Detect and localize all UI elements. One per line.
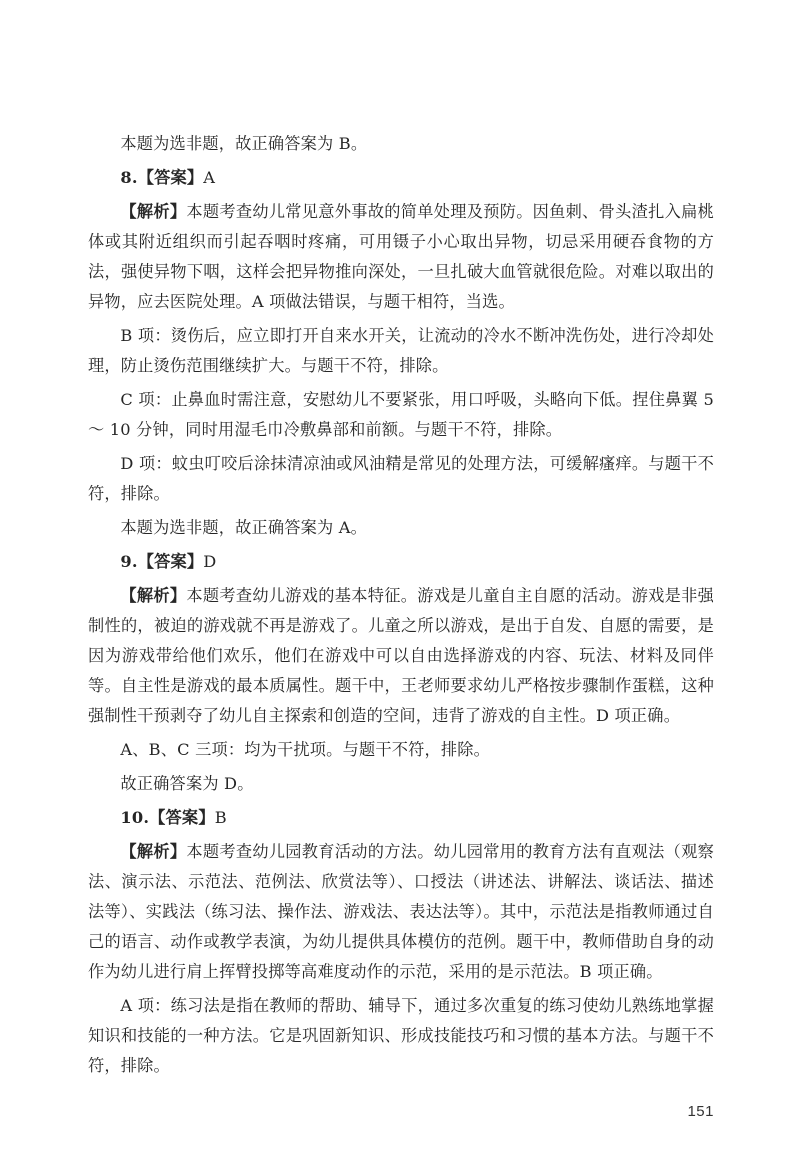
answer-label: 10.【答案】	[120, 808, 215, 827]
page-number: 151	[687, 1103, 714, 1120]
option-c-paragraph-q8	[88, 385, 714, 445]
analysis-paragraph-q10	[88, 837, 714, 987]
paragraph-text: 故正确答案为 D。	[120, 774, 254, 793]
option-d-paragraph-q8	[88, 449, 714, 509]
analysis-label: 【解析】	[120, 842, 187, 861]
answer-value: A	[203, 168, 216, 187]
answer-label: 8.【答案】	[120, 168, 204, 187]
analysis-paragraph-q8	[88, 197, 714, 317]
analysis-label: 【解析】	[120, 202, 187, 221]
answer-heading-q10	[88, 803, 714, 833]
page-body	[88, 129, 714, 1085]
analysis-label: 【解析】	[120, 586, 187, 605]
paragraph-conclusion-q9	[88, 769, 714, 799]
paragraph-text: 本题考查幼儿游戏的基本特征。游戏是儿童自主自愿的活动。游戏是非强制性的，被迫的游戏就不再是游戏了。儿童之所以游戏，是出于自发、自愿的需要，是因为游戏带给他们欢乐，他们在游戏中可以自由选择游戏的内容、玩法、材料及同伴等。自主性是游戏的最本质属性。题干中，王老师要求幼儿严格按步骤制作蛋糕，这种强制性干预剥夺了幼儿自主探索和创造的空间，违背了游戏的自主性。D 项正确。	[88, 586, 714, 725]
answer-value: B	[214, 808, 227, 827]
paragraph-text: C 项：止鼻血时需注意，安慰幼儿不要紧张，用口呼吸，头略向下低。捏住鼻翼 5 ～ 10 分钟，同时用湿毛巾冷敷鼻部和前额。与题干不符，排除。	[88, 390, 714, 439]
paragraph-text: 本题考查幼儿园教育活动的方法。幼儿园常用的教育方法有直观法（观察法、演示法、示范法、范例法、欣赏法等）、口授法（讲述法、讲解法、谈话法、描述法等）、实践法（练习法、操作法、游戏法、表达法等）。其中，示范法是指教师通过自己的语言、动作或教学表演，为幼儿提供具体模仿的范例。题干中，教师借助自身的动作为幼儿进行肩上挥臂投掷等高难度动作的示范，采用的是示范法。B 项正确。	[88, 842, 714, 981]
paragraph-text: B 项：烫伤后，应立即打开自来水开关，让流动的冷水不断冲洗伤处，进行冷却处理，防止烫伤范围继续扩大。与题干不符，排除。	[88, 326, 714, 375]
paragraph-text: A 项：练习法是指在教师的帮助、辅导下，通过多次重复的练习使幼儿熟练地掌握知识和技能的一种方法。它是巩固新知识、形成技能技巧和习惯的基本方法。与题干不符，排除。	[88, 996, 714, 1075]
options-abc-paragraph-q9	[88, 735, 714, 765]
paragraph-text: D 项：蚊虫叮咬后涂抹清凉油或风油精是常见的处理方法，可缓解瘙痒。与题干不符，排除。	[88, 454, 714, 503]
paragraph-conclusion-q8	[88, 513, 714, 543]
option-b-paragraph-q8	[88, 321, 714, 381]
paragraph-text: 本题为选非题，故正确答案为 B。	[120, 134, 368, 153]
answer-label: 9.【答案】	[120, 552, 204, 571]
paragraph-conclusion-q7	[88, 129, 714, 159]
answer-heading-q8	[88, 163, 714, 193]
answer-value: D	[203, 552, 217, 571]
paragraph-text: A、B、C 三项：均为干扰项。与题干不符，排除。	[120, 740, 491, 759]
option-a-paragraph-q10	[88, 991, 714, 1081]
paragraph-text: 本题考查幼儿常见意外事故的简单处理及预防。因鱼刺、骨头渣扎入扁桃体或其附近组织而引起吞咽时疼痛，可用镊子小心取出异物，切忌采用硬吞食物的方法，强使异物下咽，这样会把异物推向深处，一旦扎破大血管就很危险。对难以取出的异物，应去医院处理。A 项做法错误，与题干相符，当选。	[88, 202, 714, 311]
analysis-paragraph-q9	[88, 581, 714, 731]
paragraph-text: 本题为选非题，故正确答案为 A。	[120, 518, 368, 537]
answer-heading-q9	[88, 547, 714, 577]
